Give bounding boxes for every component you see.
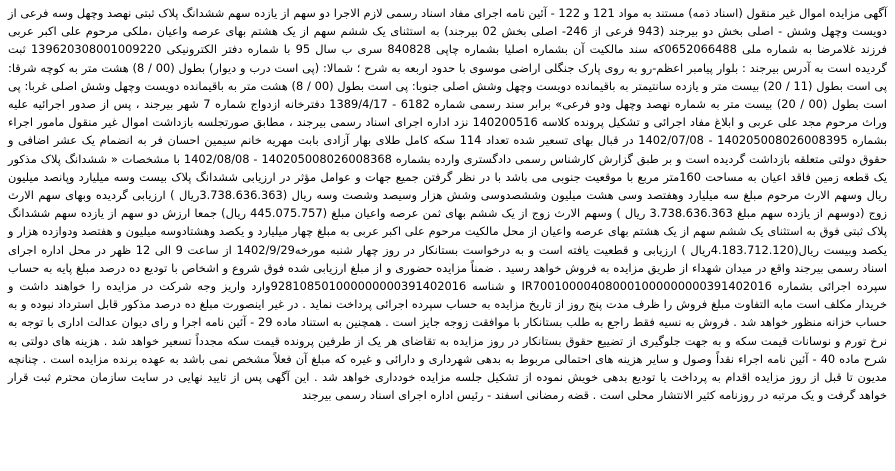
notice-body-text: آگهی مزایده اموال غیر منقول (اسناد ذمه) مستند به مواد 121 و 122 - آئین نامه اجرای مفاد اسناد رسمی لازم الاجرا دو سهم از یازده سهم ششدانگ پلاک ثبتی نهصد وچهل وسه فرعی از دویست وچهل وشش - اصلی بخش دو بیرجند (943 فرعی از 246- اصلی بخش 02 بیرجند) به استثنای یک ششم سهم از یک هشتم بهای عرصه واعیان ،ملکی مرحوم علی اکبر عربی فرزند غلامرضا به شماره ملی 0652066488که سند مالکیت آن بشماره اصلیا بشماره چاپی 840828 سری ب سال 95 با شماره دفتر الکترونیکی 139620308001009220 ثبت گردیده است به آدرس بیرجند : بلوار پیامبر اعظم-رو به روی پارک جنگلی اراضی موسوی با حدود اربعه به شرح ؛ شمالا: (پی است درب و دیوار) بطول (00 / 8) هشت متر به کوچه شرقا: پی است بطول (11 / 20) بیست متر و یازده سانتیمتر به باقیمانده دویست وچهل وشش اصلی جنوبا: پی است بطول (00 / 8) هشت متر به باقیمانده دویست وچهل وشش اصلی غربا: پی است بطول (00 / 20) بیست متر به شماره نهصد وچهل ودو فرعی» برابر سند رسمی شماره 6182 - 1389/4/17 دفترخانه ازدواج شماره 7 شهر بیرجند ، پس از صدور اجرائیه علیه وراث مرحوم مجد علی عربی و ابلاغ مفاد اجرائی و تشکیل پرونده کلاسه 140200516 نزد اداره اجرای اسناد رسمی بیرجند ، مطابق صورتجلسه بازداشت اموال غیر منقول مامور اجراء بشماره 140205008026008395 - 1402/07/08 در قبال بهای تسعیر شده تعداد 114 سکه کامل طلای بهار آزادی بابت مهریه خانم سیمین احسان فر به انضمام یک عشر اضافی و حقوق دولتی متعلقه بازداشت گردیده است و بر طبق گزارش کارشناس رسمی دادگستری وارده بشماره 140205008026008368 - 1402/08/08 با مشخصات « ششدانگ پلاک مذکور یک قطعه زمین فاقد اعیان به مساحت 160متر مربع با موقعیت جنوبی می باشد با در نظر گرفتن جمیع جهات و عوامل مؤثر در ارزیابی ششدانگ پلاک بیست وسه میلیارد وپانصد میلیون ریال وسهم الارث مرحوم مبلغ سه میلیارد وهفتصد وسی هشت میلیون وششصدوسی وشش هزار وسیصد وشصت وسه ریال (3.738.636.363ریال ) ارزیابی گردیده وبهای سهم الارث زوج (دوسهم از یازده سهم مبلغ 3.738.636.363 ریال ) وسهم الارث زوج از یک ششم بهای ثمن عرصه واعیان مبلغ (445.075.757 ریال) جمعا ارزش دو سهم از یازده سهم ششدانگ پلاک ثبتی فوق به استثنای یک ششم سهم از یک هشتم بهای عرصه واعیان از محل مالکیت مرحوم علی اکبر عربی به مبلغ چهار میلیارد و یکصد وهشتادوسه میلیون و هفتصد ودوازده هزار و یکصد وبیست ریال(4.183.712.120ریال ) ارزیابی و قطعیت یافته است و به درخواست بستانکار در روز چهار شنبه مورخه1402/9/29 از ساعت 9 الی 12 ظهر در محل اداره اجرای اسناد رسمی بیرجند واقع در میدان شهداء از طریق مزایده به فروش خواهد رسید . ضمناً مزایده حضوری و از مبلغ ارزیابی شده فوق شروع و اشخاص با تودیع ده درصد مبلغ پایه به حساب سپرده اجرائی بشماره IR700100004080001000000000391402016 و شناسه 928108501000000000391402016وارد واریز وجه شرکت در مزایده را خواهند داشت و خریدار مکلف است مابه التفاوت مبلغ فروش را ظرف مدت پنج روز از تاریخ مزایده به حساب سپرده اجرائی پرداخت نماید . در غیر اینصورت مبلغ ده درصد مذکور قابل استرداد نبوده و به حساب خزانه منظور خواهد شد . فروش به نسیه فقط راجع به طلب بستانکار با موافقت زوجه جایز است . همچنین به استناد ماده 29 - آئین نامه اجرا و رای دیوان عدالت اداری با توجه به نرخ تورم و نوسانات قیمت سکه و به جهت جلوگیری از تضییع حقوق بستانکار در روز مزایده به تقاضای هر یک از طرفین پرونده قیمت سکه مجدداً تسعیر خواهد شد . هزینه های دولتی به شرح ماده 40 - آئین نامه اجراء نقداً وصول و سایر هزینه های احتمالی مربوط به بدهی شهرداری و دارائی و غیره که مبلغ آن فعلاً مشخص نمی باشد به عهده برنده مزایده است . چنانچه مدیون تا قبل از روز مزایده اقدام به پرداخت یا تودیع بدهی خویش نموده از تشکیل جلسه مزایده خودداری خواهد شد . این آگهی پس از تایید نهایی در سایت سازمان محترم ثبت قرار خواهد گرفت و یک مرتبه در روزنامه کثیر الانتشار محلی است . قضه رمضانی اسفند - رئیس اداره اجرای اسناد رسمی بیرجند [8,6,887,403]
